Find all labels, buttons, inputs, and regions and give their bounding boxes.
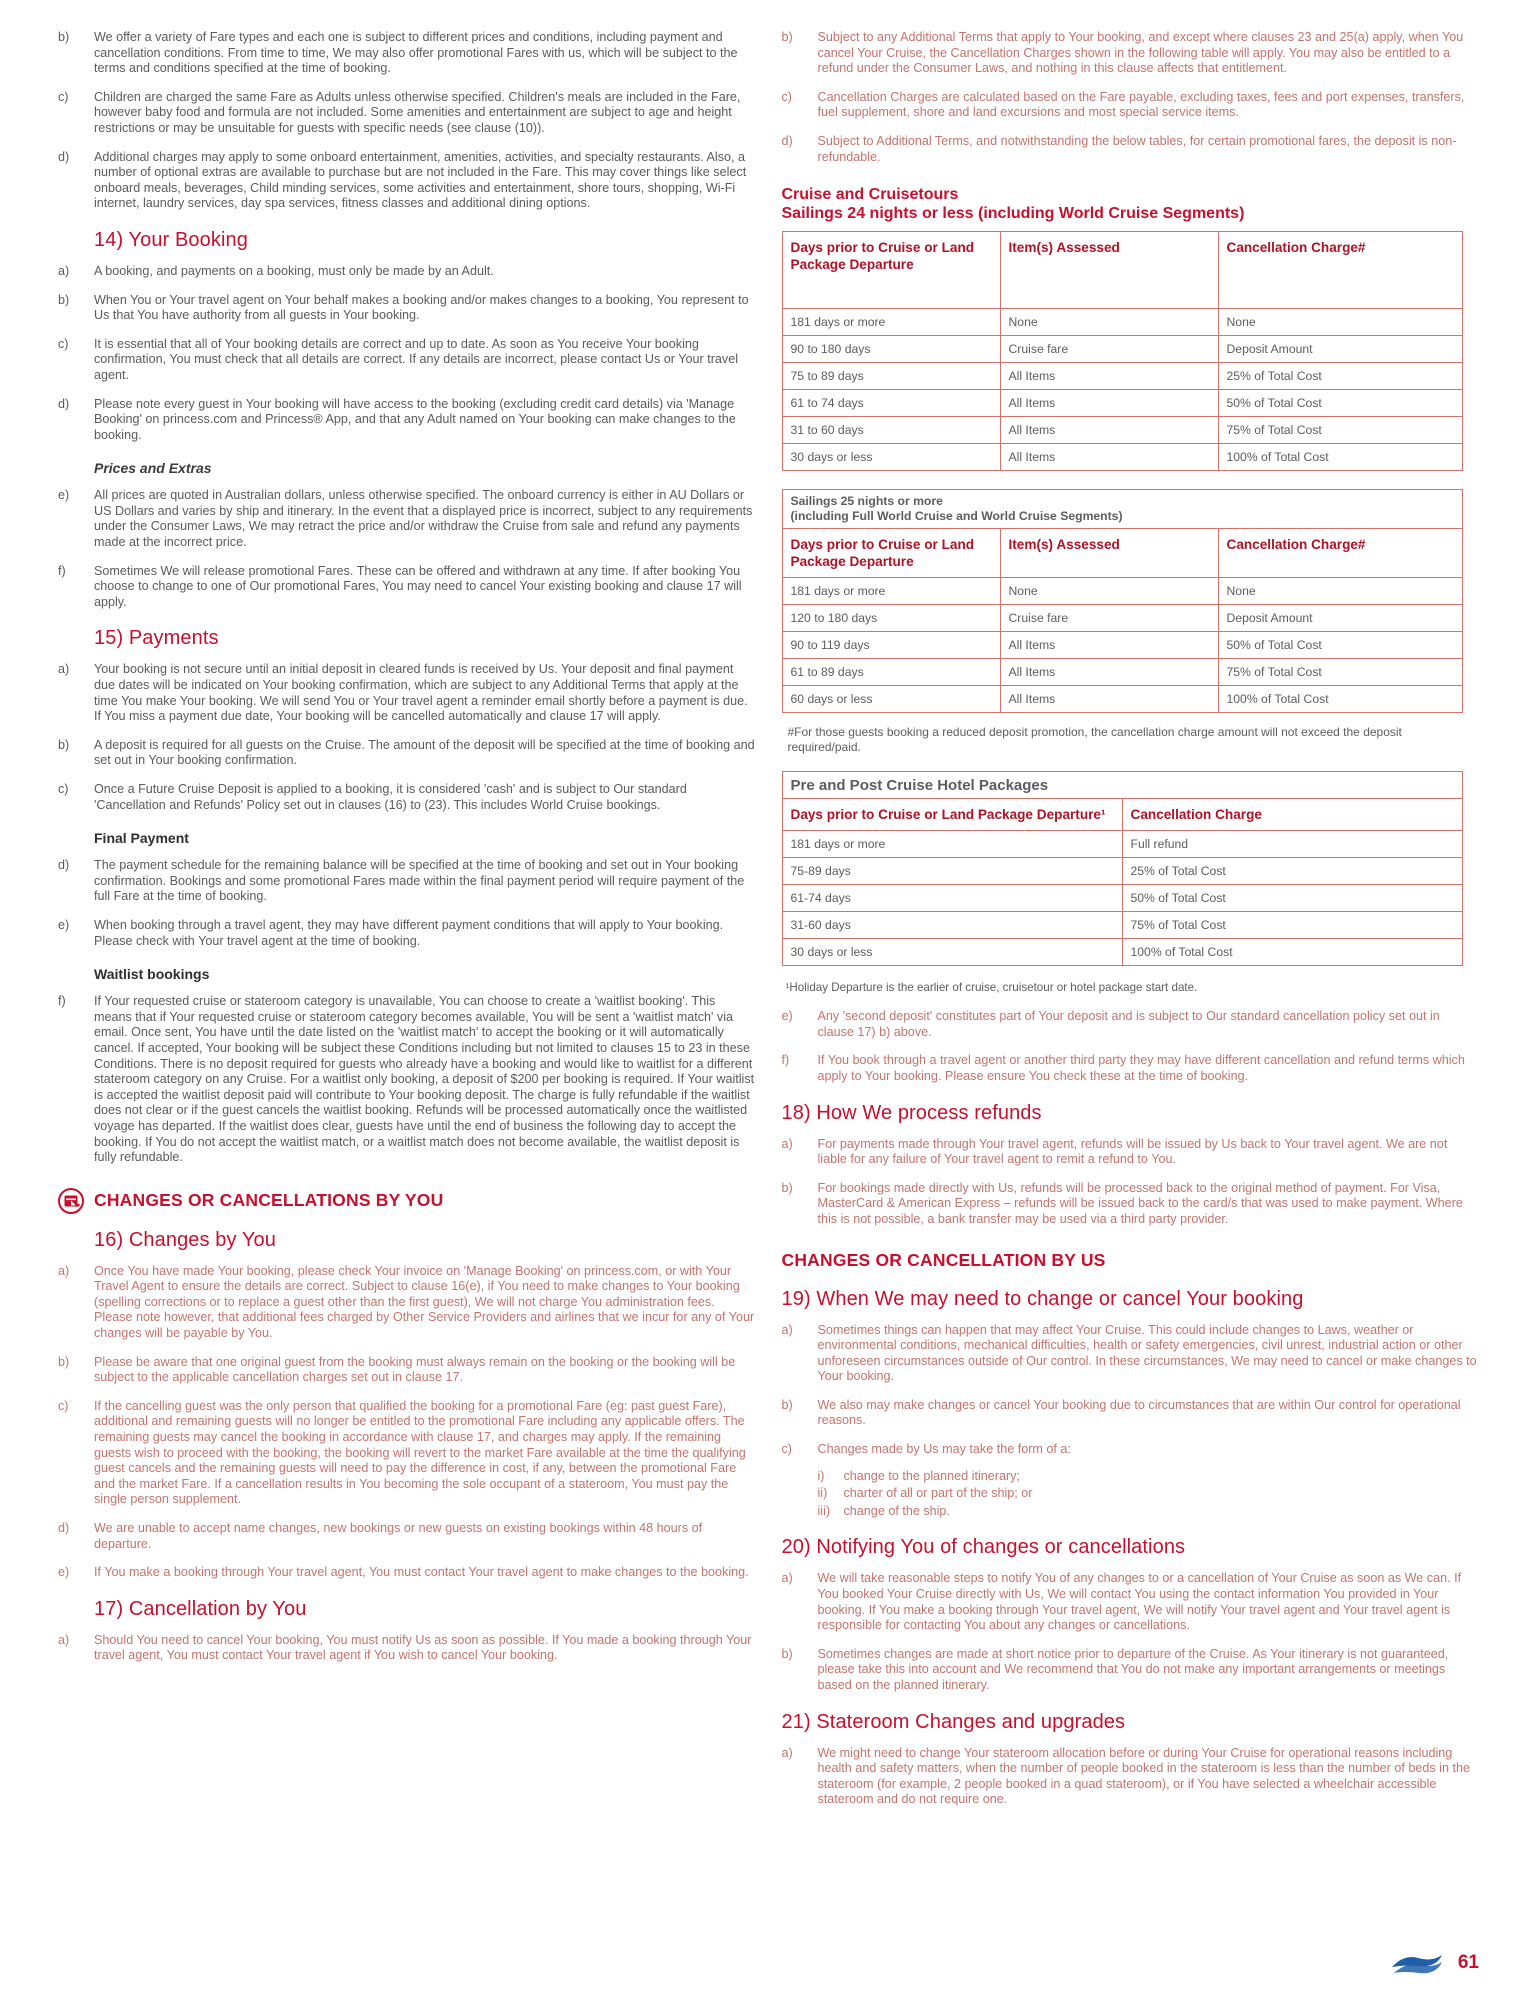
cell-items: All Items (1000, 444, 1218, 471)
cell-charge: 25% of Total Cost (1218, 363, 1462, 390)
cell-charge: 75% of Total Cost (1218, 417, 1462, 444)
clause-item (58, 662, 756, 724)
table-row (782, 578, 1462, 605)
clause-item (58, 1521, 756, 1552)
clause-marker: c) (58, 336, 69, 351)
clause-marker: b) (781, 30, 793, 44)
clause-item (782, 1323, 1480, 1385)
table-header-row (782, 232, 1462, 309)
clause-marker: c) (58, 1398, 69, 1413)
clause-text: Sometimes changes are made at short notice prior to departure of the Cruise. As Your itinerary is not guaranteed, please take this into account and We recommend that You do not make any important arrangements or meetings based on the planned itinerary. (817, 1646, 1449, 1692)
cell-days: 181 days or more (782, 578, 1000, 605)
cell-days: 90 to 119 days (782, 632, 1000, 659)
clause-marker: f) (58, 563, 66, 578)
subheading-waitlist-bookings: Waitlist bookings (94, 966, 210, 983)
clause-marker: f) (781, 1053, 790, 1068)
cell-charge: 50% of Total Cost (1218, 632, 1462, 659)
clause-marker: d) (58, 149, 70, 164)
clause-item (58, 337, 756, 384)
cell-charge: 100% of Total Cost (1122, 939, 1462, 966)
clause-marker: a) (58, 1632, 70, 1647)
section-banner-changes-by-you (58, 1188, 756, 1214)
clause-marker: c) (781, 1442, 792, 1457)
cell-items: All Items (1000, 390, 1218, 417)
clause-marker: b) (58, 30, 70, 44)
section-heading-21: 21) Stateroom Changes and upgrades (781, 1710, 1126, 1733)
table-row (782, 605, 1462, 632)
cell-charge: 75% of Total Cost (1122, 912, 1462, 939)
column-header-items: Item(s) Assessed (1000, 529, 1218, 578)
section-heading-18: 18) How We process refunds (781, 1101, 1042, 1124)
table-row (782, 363, 1462, 390)
cancellation-table-sailings-25-nights-or-more (782, 489, 1463, 713)
clause-item (58, 1399, 756, 1508)
cell-charge: 100% of Total Cost (1218, 686, 1462, 713)
clause-marker: b) (781, 1397, 793, 1412)
clause-text: When You or Your travel agent on Your behalf makes a booking and/or makes changes to a booking, You represent to Us that You have authority from all guests in Your booking. (94, 292, 749, 323)
cell-days: 30 days or less (782, 444, 1000, 471)
section-heading-15: 15) Payments (94, 627, 219, 650)
roman-marker: i) (817, 1468, 825, 1483)
clause-item (782, 134, 1480, 165)
table2-title-line1: Sailings 25 nights or more (790, 494, 943, 509)
clause-item (58, 1633, 756, 1664)
clause-text: If Your requested cruise or stateroom category is unavailable, You can choose to create a 'waitlist booking'. This means that if Your requested cruise or stateroom category becomes available, You will be sent a 'waitlist match' via email. Once sent, You have until the date listed on the 'waitlist match' to accept the booking or it will automatically cancel. If accepted, Your booking will be subject these Conditions including but not limited to clauses 15 to 23 in these Conditions. There is no deposit required for guests who already have a booking and would like to waitlist for a different stateroom category on any Cruise. For a waitlist only booking, a deposit of $200 per booking is required. If Your waitlist is accepted the waitlist deposit paid will contribute to Your booking deposit. The charge is fully refundable if the waitlist does not clear or if the guest cancels the waitlist booking. Refunds will be processed automatically once the waitlisted voyage has departed. If the waitlist does clear, guests have until the end of business the following day to accept the booking. If You do not accept the waitlist match, or a waitlist match does not become available, the waitlist deposit is fully refundable. (94, 994, 755, 1165)
clause-item (782, 30, 1480, 77)
cell-days: 120 to 180 days (782, 605, 1000, 632)
subheading-final-payment: Final Payment (94, 830, 189, 847)
clause-item (58, 782, 756, 813)
table2-span-title (782, 490, 1462, 529)
cell-charge: Full refund (1122, 831, 1462, 858)
clause-marker: a) (781, 1136, 793, 1151)
clause-marker: f) (58, 994, 66, 1009)
footnote-reduced-deposit: #For those guests booking a reduced deposit promotion, the cancellation charge amount will not exceed the deposit required/paid. (787, 725, 1402, 755)
table-header-row (782, 529, 1462, 578)
clause-item (58, 488, 756, 550)
clause-item (58, 994, 756, 1166)
clause-marker: b) (58, 292, 70, 307)
clause-item (782, 1398, 1480, 1429)
roman-list-item (818, 1504, 1480, 1520)
cell-days: 60 days or less (782, 686, 1000, 713)
princess-seawitch-logo-icon (1388, 1948, 1446, 1978)
clause-marker: e) (58, 917, 70, 932)
clause-text: Sometimes We will release promotional Fares. These can be offered and withdrawn at any time. If after booking You choose to change to one of Our promotional Fares, You may need to cancel Your existing booking and clause 17 will apply. (94, 563, 742, 609)
clause-marker: a) (58, 263, 70, 278)
table1-title-line2: Sailings 24 nights or less (including World Cruise Segments) (781, 205, 1245, 223)
clause-text: Any 'second deposit' constitutes part of Your deposit and is subject to Our standard cancellation policy set out in clause 17) b) above. (817, 1009, 1440, 1039)
table-row (782, 336, 1462, 363)
table-row (782, 390, 1462, 417)
cell-items: None (1000, 309, 1218, 336)
cell-days: 181 days or more (782, 309, 1000, 336)
clause-item (58, 738, 756, 769)
cell-items: All Items (1000, 363, 1218, 390)
table-row (782, 659, 1462, 686)
cell-items: None (1000, 578, 1218, 605)
clause-text: Cancellation Charges are calculated based on the Fare payable, excluding taxes, fees and port expenses, transfers, fuel supplement, shore and land excursions and most special service items. (817, 89, 1465, 120)
two-column-layout (48, 30, 1479, 1821)
clause-marker: c) (58, 89, 69, 104)
clause-item (58, 264, 756, 280)
clause-item (782, 1442, 1480, 1458)
clause-text: A booking, and payments on a booking, must only be made by an Adult. (94, 263, 494, 278)
sections-16-17-wrapper (58, 1228, 756, 1664)
cell-items: Cruise fare (1000, 605, 1218, 632)
roman-marker: ii) (817, 1486, 828, 1501)
cell-charge: None (1218, 578, 1462, 605)
clause-marker: b) (781, 1180, 793, 1195)
clause-item (58, 858, 756, 905)
clause-marker: a) (58, 662, 70, 677)
clause-text: Sometimes things can happen that may affect Your Cruise. This could include changes to Laws, weather or environmental conditions, mechanical difficulties, health or safety emergencies, civil unrest, industrial action or other unforeseen circumstances outside of Our control. In these circumstances, We may need to cancel or make changes to Your booking. (817, 1322, 1477, 1384)
subheading-prices-and-extras: Prices and Extras (94, 460, 212, 477)
table1-title-line1: Cruise and Cruisetours (781, 186, 959, 204)
table-row (782, 912, 1462, 939)
table-row (782, 885, 1462, 912)
clause-marker: d) (58, 1521, 70, 1535)
cell-days: 90 to 180 days (782, 336, 1000, 363)
clause-item (782, 90, 1480, 121)
table-row (782, 831, 1462, 858)
clause-marker: d) (58, 858, 70, 873)
clause-marker: a) (781, 1745, 793, 1760)
column-header-days: Days prior to Cruise or Land Package Departure (782, 232, 1000, 309)
clause-marker: e) (781, 1009, 793, 1024)
table-row (782, 632, 1462, 659)
section-heading-19: 19) When We may need to change or cancel Your booking (781, 1287, 1304, 1310)
column-header-days: Days prior to Cruise or Land Package Departure (782, 529, 1000, 578)
clause-item (58, 1264, 756, 1342)
clause-item (782, 1053, 1480, 1084)
cell-days: 61-74 days (782, 885, 1122, 912)
banner-label: CHANGES OR CANCELLATION BY US (781, 1249, 1106, 1270)
section-heading-14: 14) Your Booking (94, 228, 248, 251)
clause-text: Once You have made Your booking, please check Your invoice on 'Manage Booking' on princess.com, or with Your Travel Agent to ensure the details are correct. Subject to clause 16(e), if You need to make changes to Your booking (spelling corrections or to replace a guest other than the first guest), We will not charge You administration fees. Please note however, that additional fees charged by Other Service Providers and airlines that we incur for any of Your changes will be payable by You. (94, 1263, 755, 1341)
clause-marker: a) (781, 1571, 793, 1586)
cell-days: 61 to 74 days (782, 390, 1000, 417)
table-row (782, 686, 1462, 713)
table-row (782, 444, 1462, 471)
clause-marker: e) (58, 1565, 70, 1580)
roman-sublist (818, 1469, 1480, 1520)
table-row (782, 939, 1462, 966)
clause-text: Your booking is not secure until an initial deposit in cleared funds is received by Us. Your deposit and final payment due dates will be indicated on Your booking confirmation, which are subject to any Additional Terms that apply at the time You make Your booking. We will send You or Your travel agent a reminder email shortly before a payment is due. If You miss a payment due date, Your booking will be cancelled automatically and clause 17 will apply. (94, 662, 748, 724)
clause-marker: b) (58, 1354, 70, 1369)
cell-charge: Deposit Amount (1218, 605, 1462, 632)
clause-text: We also may make changes or cancel Your booking due to circumstances that are within Our control for operational reasons. (817, 1397, 1461, 1428)
clause-item (58, 1565, 756, 1581)
right-column (776, 30, 1480, 1821)
cell-days: 31-60 days (782, 912, 1122, 939)
clause-item (58, 397, 756, 444)
clause-item (782, 1137, 1480, 1168)
roman-list-item (818, 1469, 1480, 1485)
clause-item (58, 564, 756, 611)
cell-items: All Items (1000, 659, 1218, 686)
cell-days: 61 to 89 days (782, 659, 1000, 686)
clause-text: Please note every guest in Your booking will have access to the booking (excluding credit card details) via 'Manage Booking' on princess.com and Princess® App, and that any Adult named on Your booking can make changes to the booking. (94, 396, 736, 442)
table1-title (782, 185, 1480, 223)
column-header-days: Days prior to Cruise or Land Package Departure¹ (782, 799, 1122, 831)
table-row (782, 858, 1462, 885)
clause-text: A deposit is required for all guests on the Cruise. The amount of the deposit will be specified at the time of booking and set out in Your booking confirmation. (94, 737, 755, 768)
clause-text: All prices are quoted in Australian dollars, unless otherwise specified. The onboard currency is either in AU Dollars or US Dollars and varies by ship and itinerary. In the event that a displayed price is incorrect, subject to any requirements under the Consumer Laws, We may retract the price and/or withdraw the Cruise from sale and refund any payments made at the incorrect price. (94, 488, 753, 550)
clause-text: The payment schedule for the remaining balance will be specified at the time of booking and set out in Your booking confirmation. Bookings and some promotional Fares made within the final payment period will require payment of the full Fare at the time of booking. (94, 858, 745, 904)
clause-item (58, 150, 756, 212)
table-row (782, 309, 1462, 336)
cell-days: 181 days or more (782, 831, 1122, 858)
cell-charge: None (1218, 309, 1462, 336)
clause-marker: e) (58, 488, 70, 503)
clause-item (782, 1181, 1480, 1228)
clause-item (58, 30, 756, 77)
roman-text: change of the ship. (843, 1503, 950, 1518)
hotel-packages-cancellation-table (782, 771, 1463, 966)
roman-text: change to the planned itinerary; (843, 1468, 1020, 1483)
clause-text: When booking through a travel agent, they may have different payment conditions that will apply to Your booking. Please check with Your travel agent at the time of booking. (94, 917, 724, 948)
table-span-title-row (782, 490, 1462, 529)
clause-marker: c) (781, 89, 792, 104)
clause-item (58, 1355, 756, 1386)
cell-days: 75 to 89 days (782, 363, 1000, 390)
clause-item (782, 1009, 1480, 1040)
clause-text: If You make a booking through Your travel agent, You must contact Your travel agent to make changes to the booking. (94, 1565, 749, 1580)
section-banner-changes-by-us (782, 1250, 1480, 1271)
clause-text: For bookings made directly with Us, refunds will be processed back to the original method of payment. For Visa, MasterCard & American Express – refunds will be issued back to the card/s that was used to make payment. Where this is not possible, a bank transfer may be used via a third party provider. (817, 1180, 1463, 1226)
roman-list-item (818, 1486, 1480, 1502)
clause-text: Subject to any Additional Terms that apply to Your booking, and except where clauses 23 and 25(a) apply, when You cancel Your Cruise, the Cancellation Charges shown in the following table will apply. You may also be entitled to a refund under the Consumer Laws, and nothing in this clause affects that entitlement. (817, 30, 1464, 76)
cell-days: 75-89 days (782, 858, 1122, 885)
clause-marker: c) (58, 782, 69, 796)
cell-charge: 25% of Total Cost (1122, 858, 1462, 885)
clause-text: For payments made through Your travel agent, refunds will be issued by Us back to Your travel agent. We are not liable for any failure of Your travel agent to remit a refund to You. (817, 1136, 1448, 1167)
clause-marker: d) (58, 396, 70, 411)
cell-items: Cruise fare (1000, 336, 1218, 363)
clause-text: If the cancelling guest was the only person that qualified the booking for a promotional Fare (eg: past guest Fare), additional and remaining guests will no longer be entitled to the promotional Fare including any applicable offers. The remaining guests may cancel the booking in accordance with clause 17, and charges may apply. If the remaining guests wish to proceed with the booking, the booking will revert to the market Fare available at the time the qualifying guest cancels and the remaining guests will need to pay the difference in cost, if any, between the promotional Fare and the market Fare. If a cancellation results in You becoming the sole occupant of a stateroom, You must pay the single person supplement. (94, 1398, 746, 1507)
column-header-charge: Cancellation Charge (1122, 799, 1462, 831)
cell-items: All Items (1000, 686, 1218, 713)
roman-text: charter of all or part of the ship; or (843, 1486, 1033, 1501)
roman-marker: iii) (817, 1503, 831, 1518)
clause-item (58, 293, 756, 324)
clause-item (782, 1746, 1480, 1808)
cell-charge: Deposit Amount (1218, 336, 1462, 363)
clause-text: Additional charges may apply to some onboard entertainment, amenities, activities, and specialty restaurants. Also, a number of optional extras are available to purchase but are not included in the Fare. This may cover things like select onboard meals, beverages, Child minding services, some activities and entertainment, shore tours, shopping, Wi-Fi internet, laundry services, day spa services, fitness classes and additional dining options. (94, 149, 747, 211)
section-heading-16: 16) Changes by You (94, 1228, 276, 1251)
clause-text: We offer a variety of Fare types and each one is subject to different prices and conditions, including payment and cancellation conditions. From time to time, We may also offer promotional Fares with us, which will be subject to the terms and conditions specified at the time of booking. (94, 30, 738, 76)
clause-text: Once a Future Cruise Deposit is applied to a booking, it is considered 'cash' and is subject to Our standard 'Cancellation and Refunds' Policy set out in clauses (16) to (23). This includes World Cruise bookings. (94, 782, 687, 812)
clause-item (58, 918, 756, 949)
clause-marker: a) (58, 1263, 70, 1278)
clause-text: It is essential that all of Your booking details are correct and up to date. As soon as You receive Your booking confirmation, You must check that all details are correct. If any details are incorrect, please contact Us or Your travel agent. (94, 336, 739, 382)
clause-marker: b) (58, 737, 70, 752)
column-header-charge: Cancellation Charge# (1218, 232, 1462, 309)
cell-charge: 50% of Total Cost (1122, 885, 1462, 912)
clause-text: Children are charged the same Fare as Adults unless otherwise specified. Children's meals are included in the Fare, however baby food and formula are not included. Some amenities and entertainment are subject to age and height restrictions or may be unsuitable for guests with specific needs (see clause (10)). (94, 89, 741, 135)
footnote-holiday-departure: ¹Holiday Departure is the earlier of cruise, cruisetour or hotel package start date. (785, 981, 1198, 995)
clause-text: We will take reasonable steps to notify You of any changes to or a cancellation of Your Cruise as soon as We can. If You booked Your Cruise directly with Us, We will contact You using the contact information You provided in Your booking. If You make a booking through Your travel agent, We will notify Your travel agent and Your travel agent is responsible for contacting You about any changes or cancellations. (817, 1571, 1462, 1633)
cell-days: 31 to 60 days (782, 417, 1000, 444)
clause-item (782, 1647, 1480, 1694)
cell-days: 30 days or less (782, 939, 1122, 966)
banner-label: CHANGES OR CANCELLATIONS BY YOU (94, 1190, 444, 1211)
page-number: 61 (1457, 1952, 1479, 1973)
column-header-items: Item(s) Assessed (1000, 232, 1218, 309)
clause-marker: b) (781, 1646, 793, 1661)
page-footer (1388, 1948, 1479, 1978)
clause-item (782, 1571, 1480, 1633)
cancellation-table-sailings-24-nights-or-less (782, 231, 1463, 471)
cell-items: All Items (1000, 632, 1218, 659)
clause-item (58, 90, 756, 137)
table3-span-title: Pre and Post Cruise Hotel Packages (782, 772, 1462, 799)
clause-text: If You book through a travel agent or another third party they may have different cancellation and refund terms which apply to Your booking. Please ensure You check these at the time of booking. (817, 1053, 1465, 1083)
clause-marker: d) (781, 133, 793, 148)
table-header-row (782, 799, 1462, 831)
section-heading-20: 20) Notifying You of changes or cancellations (781, 1536, 1186, 1559)
clause-text: We might need to change Your stateroom allocation before or during Your Cruise for operational reasons including health and safety matters, when the number of people booked in the stateroom is less than the number of beds in the stateroom (for example, 2 people booked in a quad stateroom), or if You have selected a wheelchair accessible stateroom and do not require one. (817, 1745, 1470, 1807)
cell-charge: 75% of Total Cost (1218, 659, 1462, 686)
cell-items: All Items (1000, 417, 1218, 444)
clause-text: We are unable to accept name changes, new bookings or new guests on existing bookings within 48 hours of departure. (94, 1521, 703, 1551)
clause-text: Should You need to cancel Your booking, You must notify Us as soon as possible. If You made a booking through Your travel agent, You must contact Your travel agent if You wish to cancel Your booking. (94, 1632, 752, 1663)
left-column (48, 30, 756, 1677)
clause-text: Please be aware that one original guest from the booking must always remain on the booking or the booking will be subject to the applicable cancellation charges set out in clause 17. (94, 1354, 736, 1385)
table-row (782, 417, 1462, 444)
clause-marker: a) (781, 1322, 793, 1337)
table2-title-line2: (including Full World Cruise and World Cruise Segments) (790, 509, 1123, 524)
clause-text: Changes made by Us may take the form of a: (817, 1442, 1071, 1457)
calendar-change-icon (58, 1188, 84, 1214)
cell-charge: 100% of Total Cost (1218, 444, 1462, 471)
column-header-charge: Cancellation Charge# (1218, 529, 1462, 578)
section-heading-17: 17) Cancellation by You (94, 1597, 307, 1620)
clause-text: Subject to Additional Terms, and notwithstanding the below tables, for certain promotional fares, the deposit is non-refundable. (817, 133, 1457, 164)
table-span-title-row (782, 772, 1462, 799)
cell-charge: 50% of Total Cost (1218, 390, 1462, 417)
